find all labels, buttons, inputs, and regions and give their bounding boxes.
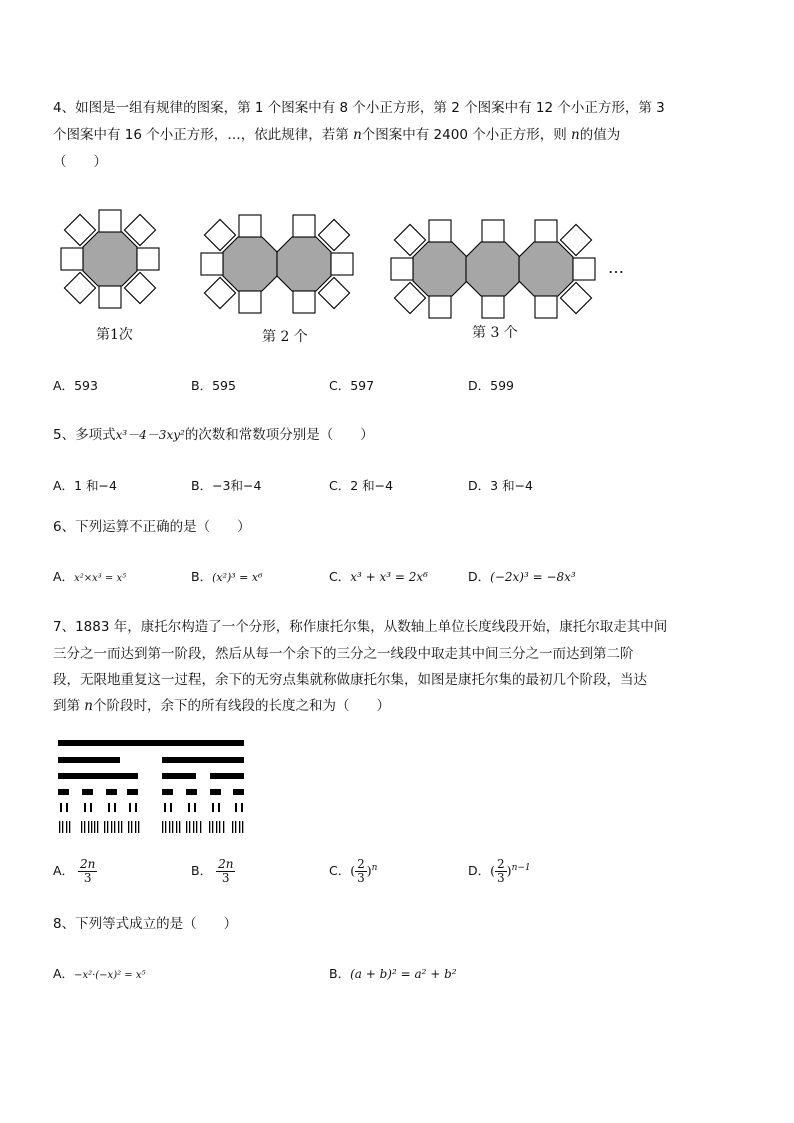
q7-option-a[interactable] [53, 858, 97, 885]
fraction-denominator: 3 [221, 871, 230, 885]
q4-option-d[interactable] [468, 376, 514, 396]
option-text: (−2x)³ = −8x³ [490, 570, 576, 584]
q7-var-n: n [84, 698, 93, 714]
option-text: 595 [212, 378, 236, 393]
q5-option-b[interactable] [191, 476, 261, 496]
q7-option-b[interactable] [191, 858, 235, 885]
option-letter: D． [468, 478, 491, 493]
option-text: (a + b)² = a² + b² [350, 967, 457, 981]
pattern-1 [61, 210, 159, 308]
q5-option-c[interactable] [329, 476, 393, 496]
q7-option-d[interactable]: D．( $\frac{2}{3}$ )$^{n-1}$ [468, 857, 531, 886]
q5-prefix: 5、多项式 [53, 427, 116, 443]
option-fraction [216, 858, 235, 885]
q4-var-n2: n [571, 127, 580, 143]
q5-option-a[interactable] [53, 476, 117, 496]
option-letter: B． [191, 378, 213, 393]
option-letter: A． [53, 863, 75, 878]
q4-figure-label-3: 第 3 个 [472, 325, 518, 341]
q5-option-d[interactable] [468, 476, 533, 496]
q4-option-b[interactable] [191, 376, 236, 396]
q4-figure-label-2: 第 2 个 [262, 329, 308, 345]
q7-stem-line1: 7、1883 年，康托尔构造了一个分形，称作康托尔集，从数轴上单位长度线段开始，康托尔取走其中间 [53, 619, 668, 635]
option-text: 3 和−4 [490, 478, 533, 493]
option-letter: A． [53, 966, 75, 981]
option-letter: B． [329, 966, 351, 981]
option-letter: C． [329, 863, 351, 879]
q4-answer-blank: （ ） [53, 154, 107, 170]
q4-ellipsis: … [608, 258, 624, 277]
cantor-set-figure [58, 740, 244, 833]
option-letter: A． [53, 478, 75, 493]
option-text: 599 [490, 378, 514, 393]
q7-stem-line2: 三分之一而达到第一阶段，然后从每一个余下的三分之一线段中取走其中间三分之一而达到第二阶 [53, 646, 634, 662]
option-letter: C． [329, 378, 351, 393]
option-text: −x²·(−x)² = x⁵ [74, 970, 146, 981]
option-letter: C． [329, 478, 351, 493]
option-fraction [355, 858, 367, 885]
q7-text-b: 个阶段时，余下的所有线段的长度之和为（ ） [93, 698, 390, 714]
option-text: −3和−4 [212, 478, 262, 493]
q6-option-d[interactable] [468, 567, 576, 587]
q6-option-a[interactable] [53, 567, 126, 589]
q6-option-c[interactable] [329, 567, 428, 587]
option-text: 593 [74, 378, 98, 393]
q7-stem-line4 [53, 696, 390, 716]
option-letter: D． [468, 863, 491, 879]
option-letter: B． [191, 863, 213, 878]
q4-var-n: n [353, 127, 362, 143]
q5-stem [53, 425, 374, 445]
q4-figure-label-1: 第1次 [96, 327, 133, 343]
fraction-numerator: 2n [218, 857, 234, 871]
q7-text-a: 到第 [53, 698, 85, 714]
option-letter: D． [468, 569, 491, 584]
fraction-denominator: 3 [357, 871, 365, 886]
option-exponent: n−1 [511, 863, 531, 873]
fraction-numerator: 2 [497, 857, 505, 872]
option-text: 2 和−4 [350, 478, 394, 493]
option-letter: A． [53, 378, 75, 393]
q6-option-b[interactable] [191, 567, 263, 588]
q5-expression: x³－4－3xy² [115, 428, 185, 442]
q8-stem: 8、下列等式成立的是（ ） [53, 916, 238, 932]
option-text: 597 [350, 378, 375, 393]
option-letter: B． [191, 478, 213, 493]
option-letter: B． [191, 569, 213, 584]
q4-option-a[interactable] [53, 376, 98, 396]
option-letter: C． [329, 569, 351, 584]
option-text: x²×x³ = x⁵ [74, 573, 127, 584]
option-text: x³ + x³ = 2x⁶ [350, 570, 428, 584]
pattern-2 [201, 215, 353, 313]
fraction-denominator: 3 [497, 871, 505, 886]
fraction-numerator: 2n [80, 857, 96, 871]
q4-text-c: 的值为 [579, 127, 621, 143]
q4-text-a: 个图案中有 16 个小正方形，…，依此规律，若第 [53, 127, 354, 143]
q6-stem: 6、下列运算不正确的是（ ） [53, 519, 251, 535]
q4-option-c[interactable] [329, 376, 374, 396]
option-fraction [78, 858, 97, 885]
q8-option-a[interactable] [53, 964, 145, 986]
fraction-denominator: 3 [83, 871, 92, 885]
option-fraction [495, 858, 507, 885]
option-letter: D． [468, 378, 491, 393]
q4-stem-line1: 4、如图是一组有规律的图案，第 1 个图案中有 8 个小正方形，第 2 个图案中有 12 个小正方形，第 3 [53, 100, 665, 116]
q5-suffix: 的次数和常数项分别是（ ） [184, 427, 374, 443]
pattern-3 [391, 220, 595, 318]
option-text: (x²)³ = x⁶ [212, 571, 263, 584]
fraction-numerator: 2 [357, 857, 365, 872]
q7-stem-line3: 段，无限地重复这一过程，余下的无穷点集就称做康托尔集，如图是康托尔集的最初几个阶段，当达 [53, 672, 647, 688]
option-letter: A． [53, 569, 75, 584]
option-text: 1 和−4 [74, 478, 117, 493]
q8-option-b[interactable] [329, 964, 457, 984]
option-exponent: n [371, 863, 378, 873]
q4-text-b: 个图案中有 2400 个小正方形，则 [361, 127, 571, 143]
q7-option-c[interactable]: C．( $\frac{2}{3}$ )$^n$ [329, 857, 378, 886]
